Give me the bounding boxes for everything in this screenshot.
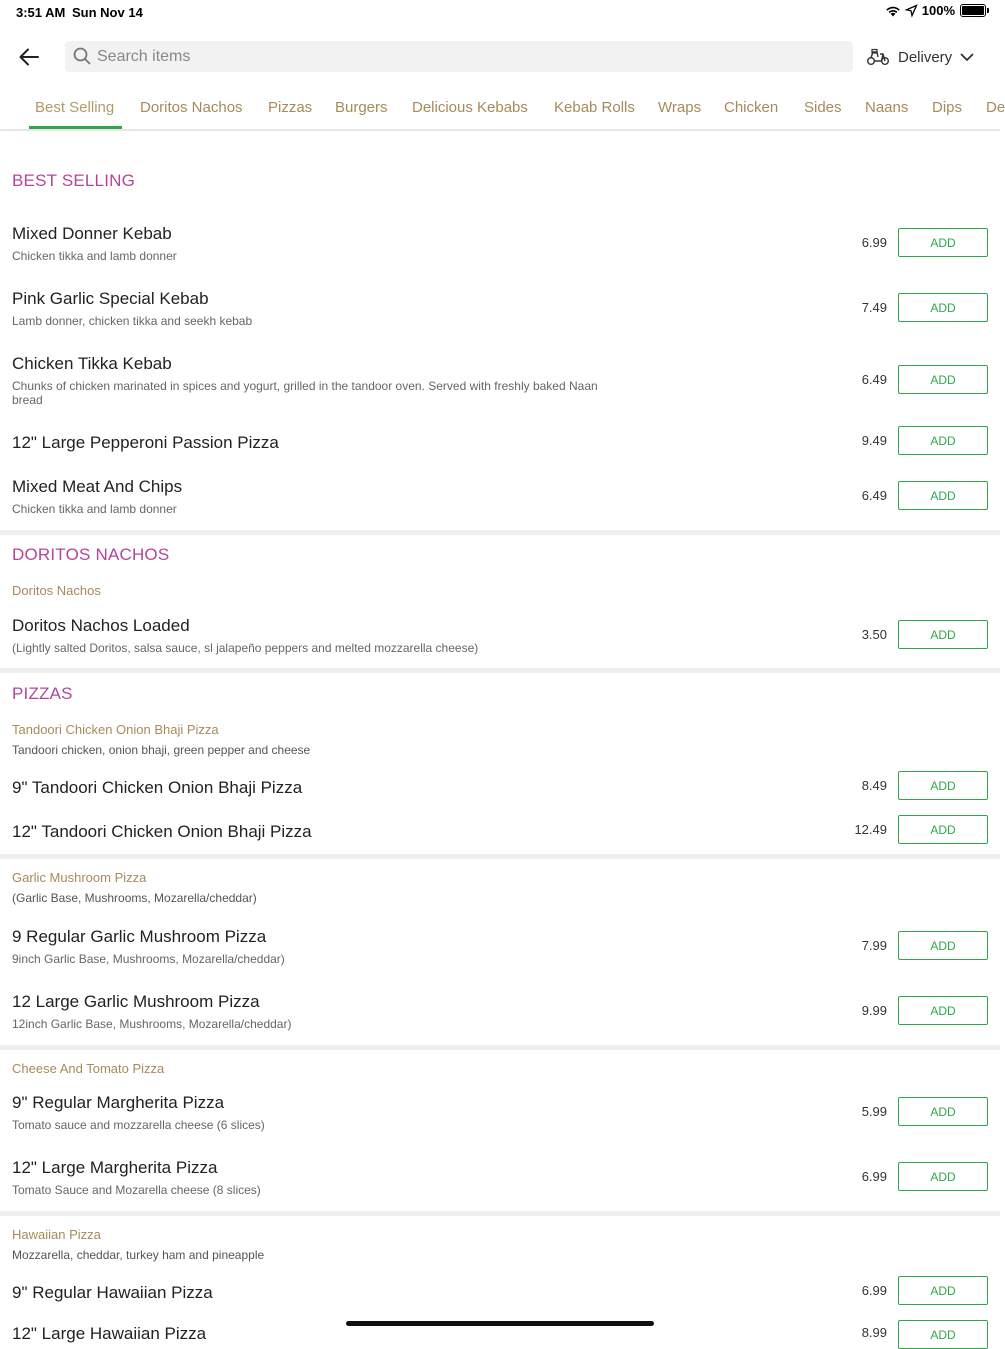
add-button[interactable]: ADD bbox=[898, 228, 988, 257]
tab-wraps[interactable]: Wraps bbox=[658, 99, 702, 116]
group-divider bbox=[0, 1211, 1000, 1216]
status-time: 3:51 AM bbox=[16, 5, 66, 20]
item-name[interactable]: Doritos Nachos Loaded bbox=[12, 616, 190, 635]
item-price: 9.49 bbox=[861, 433, 887, 448]
item-price: 3.50 bbox=[861, 627, 887, 642]
group-divider bbox=[0, 1045, 1000, 1050]
item-desc: Chicken tikka and lamb donner bbox=[12, 502, 177, 516]
item-name[interactable]: 12 Large Garlic Mushroom Pizza bbox=[12, 992, 260, 1011]
tab-naans[interactable]: Naans bbox=[865, 99, 909, 116]
add-button[interactable]: ADD bbox=[898, 1162, 988, 1191]
add-button[interactable]: ADD bbox=[898, 771, 988, 800]
item-name[interactable]: Mixed Donner Kebab bbox=[12, 224, 172, 243]
tab-chicken[interactable]: Chicken bbox=[724, 99, 779, 116]
wifi-icon bbox=[885, 5, 901, 17]
add-button[interactable]: ADD bbox=[898, 996, 988, 1025]
item-name[interactable]: Chicken Tikka Kebab bbox=[12, 354, 172, 373]
item-name[interactable]: Mixed Meat And Chips bbox=[12, 477, 183, 496]
add-button[interactable]: ADD bbox=[898, 1097, 988, 1126]
item-desc: Chicken tikka and lamb donner bbox=[12, 249, 177, 263]
item-desc: Chunks of chicken marinated in spices and yogurt, grilled in the tandoor oven. Served with freshly baked Naan bread bbox=[12, 379, 598, 407]
add-button[interactable]: ADD bbox=[898, 815, 988, 844]
search-input[interactable] bbox=[97, 41, 837, 72]
item-price: 6.49 bbox=[861, 488, 887, 503]
delivery-selector[interactable] bbox=[866, 44, 974, 70]
add-button[interactable]: ADD bbox=[898, 620, 988, 649]
item-name[interactable]: 9" Regular Margherita Pizza bbox=[12, 1093, 225, 1112]
group-title: Tandoori Chicken Onion Bhaji Pizza bbox=[12, 722, 219, 737]
item-desc: (Lightly salted Doritos, salsa sauce, sl jalapeño peppers and melted mozzarella cheese) bbox=[12, 641, 479, 655]
item-name[interactable]: 9 Regular Garlic Mushroom Pizza bbox=[12, 927, 267, 946]
active-tab-indicator bbox=[29, 126, 122, 129]
item-name[interactable]: 12" Large Margherita Pizza bbox=[12, 1158, 218, 1177]
item-price: 6.99 bbox=[861, 1169, 887, 1184]
tab-desserts[interactable]: De bbox=[986, 99, 1005, 116]
item-desc: 12inch Garlic Base, Mushrooms, Mozarella/cheddar) bbox=[12, 1017, 292, 1031]
group-desc: (Garlic Base, Mushrooms, Mozarella/cheddar) bbox=[12, 891, 257, 905]
add-button[interactable]: ADD bbox=[898, 293, 988, 322]
item-desc: Tomato Sauce and Mozarella cheese (8 slices) bbox=[12, 1183, 261, 1197]
group-desc: Tandoori chicken, onion bhaji, green pepper and cheese bbox=[12, 743, 311, 757]
item-name[interactable]: Pink Garlic Special Kebab bbox=[12, 289, 209, 308]
item-desc: 9inch Garlic Base, Mushrooms, Mozarella/cheddar) bbox=[12, 952, 285, 966]
add-button[interactable]: ADD bbox=[898, 1320, 988, 1349]
item-price: 9.99 bbox=[861, 1003, 887, 1018]
home-indicator[interactable] bbox=[346, 1321, 654, 1326]
back-button[interactable] bbox=[16, 44, 42, 70]
item-name[interactable]: 12" Large Hawaiian Pizza bbox=[12, 1324, 207, 1343]
battery-icon bbox=[960, 4, 986, 17]
item-name[interactable]: 9" Regular Hawaiian Pizza bbox=[12, 1283, 213, 1302]
tab-sides[interactable]: Sides bbox=[804, 99, 842, 116]
section-divider bbox=[0, 530, 1000, 535]
group-title: Hawaiian Pizza bbox=[12, 1227, 101, 1242]
section-title-pizzas: PIZZAS bbox=[12, 684, 73, 703]
group-title: Cheese And Tomato Pizza bbox=[12, 1061, 165, 1076]
location-arrow-icon bbox=[906, 5, 917, 16]
item-price: 8.49 bbox=[861, 778, 887, 793]
tab-dips[interactable]: Dips bbox=[932, 99, 963, 116]
scooter-icon bbox=[866, 48, 890, 66]
section-divider bbox=[0, 668, 1000, 673]
section-title-doritos-nachos: DORITOS NACHOS bbox=[12, 545, 170, 564]
status-right bbox=[885, 3, 986, 18]
tab-best-selling[interactable]: Best Selling bbox=[35, 99, 115, 116]
add-button[interactable]: ADD bbox=[898, 365, 988, 394]
add-button[interactable]: ADD bbox=[898, 931, 988, 960]
tab-kebab-rolls[interactable]: Kebab Rolls bbox=[554, 99, 635, 116]
delivery-label: Delivery bbox=[898, 48, 953, 66]
status-bar bbox=[0, 0, 1000, 24]
chevron-down-icon bbox=[960, 53, 974, 62]
top-bar bbox=[0, 40, 1000, 74]
tab-delicious-kebabs[interactable]: Delicious Kebabs bbox=[412, 99, 528, 116]
item-price: 7.99 bbox=[861, 938, 887, 953]
item-desc: Tomato sauce and mozzarella cheese (6 slices) bbox=[12, 1118, 265, 1132]
group-divider bbox=[0, 854, 1000, 859]
add-button[interactable]: ADD bbox=[898, 481, 988, 510]
section-title-best-selling: BEST SELLING bbox=[12, 171, 136, 190]
search-icon bbox=[73, 47, 91, 65]
group-title: Doritos Nachos bbox=[12, 583, 101, 598]
item-name[interactable]: 9" Tandoori Chicken Onion Bhaji Pizza bbox=[12, 778, 303, 797]
add-button[interactable]: ADD bbox=[898, 1276, 988, 1305]
search-box[interactable] bbox=[65, 41, 853, 72]
tab-pizzas[interactable]: Pizzas bbox=[268, 99, 313, 116]
item-price: 12.49 bbox=[854, 822, 887, 837]
item-price: 5.99 bbox=[861, 1104, 887, 1119]
back-arrow-icon bbox=[19, 48, 39, 66]
item-price: 8.99 bbox=[861, 1325, 887, 1340]
item-name[interactable]: 12" Large Pepperoni Passion Pizza bbox=[12, 433, 279, 452]
group-title: Garlic Mushroom Pizza bbox=[12, 870, 147, 885]
item-name[interactable]: 12" Tandoori Chicken Onion Bhaji Pizza bbox=[12, 822, 312, 841]
item-price: 7.49 bbox=[861, 300, 887, 315]
item-price: 6.99 bbox=[861, 235, 887, 250]
item-desc: Lamb donner, chicken tikka and seekh kebab bbox=[12, 314, 253, 328]
status-date: Sun Nov 14 bbox=[72, 5, 143, 20]
item-price: 6.99 bbox=[861, 1283, 887, 1298]
tab-doritos-nachos[interactable]: Doritos Nachos bbox=[140, 99, 243, 116]
add-button[interactable]: ADD bbox=[898, 426, 988, 455]
battery-percent: 100% bbox=[921, 3, 955, 18]
group-desc: Mozzarella, cheddar, turkey ham and pineapple bbox=[12, 1248, 265, 1262]
tab-burgers[interactable]: Burgers bbox=[335, 99, 388, 116]
item-price: 6.49 bbox=[861, 372, 887, 387]
category-tabs bbox=[0, 86, 1005, 131]
